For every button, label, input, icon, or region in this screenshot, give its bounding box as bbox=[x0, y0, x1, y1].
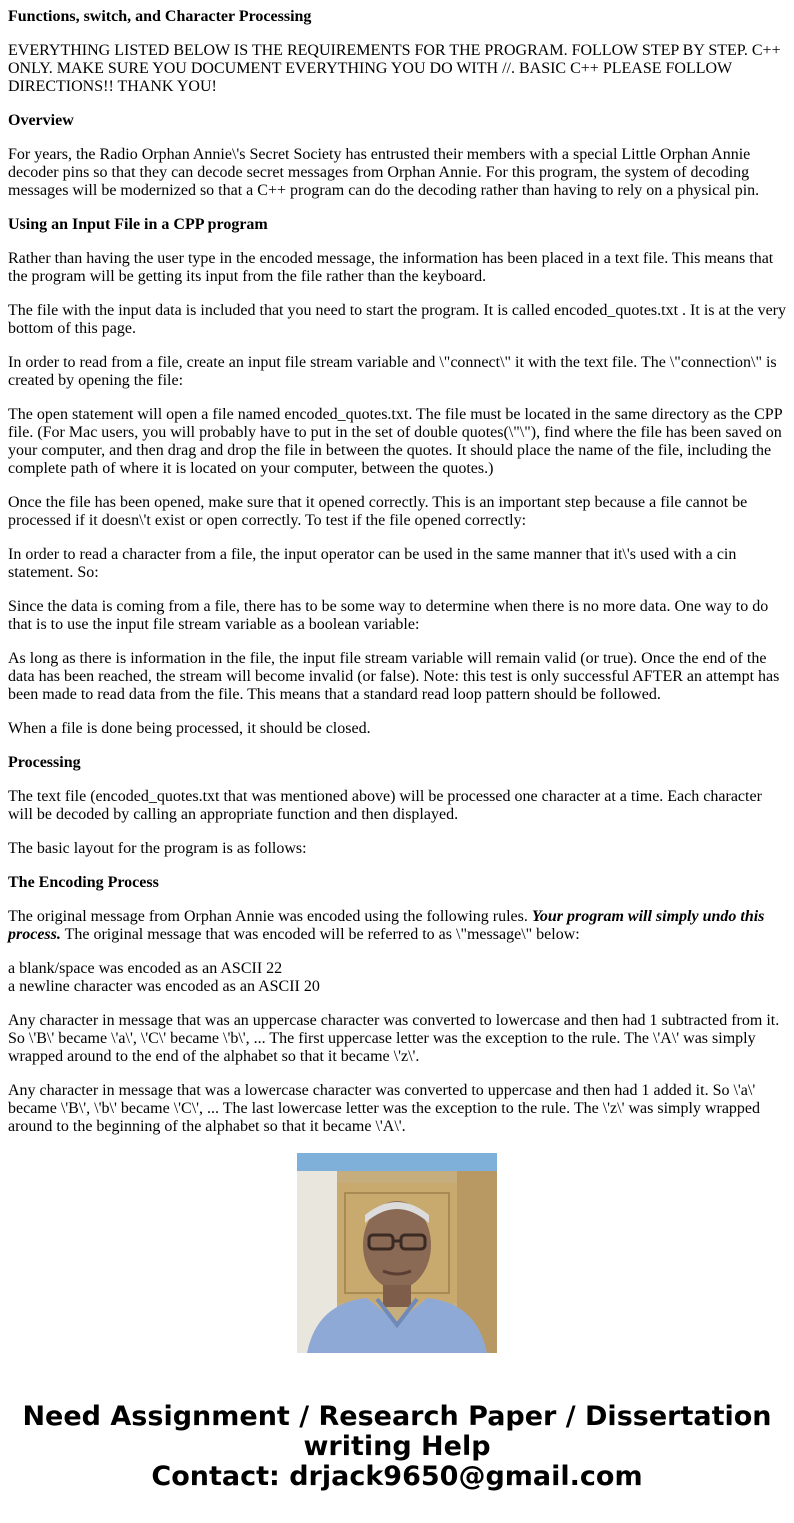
encoding-paragraph-4: Any character in message that was a lowercase character was converted to uppercase and then had 1 added it. So \'a\' became \'B\', \'b\' became \'C\', ... The last lowercase letter was the exception to the rule. The \'z\' was simply wrapped around to the beginning of the alphabet so that it became \'A\'. bbox=[8, 1082, 761, 1135]
avatar bbox=[297, 1153, 497, 1353]
input-paragraph-1: Rather than having the user type in the encoded message, the information has been placed in a text file. This means that the program will be getting its input from the file rather than the keyboard. bbox=[8, 250, 774, 285]
promo-contact: Contact: drjack9650@gmail.com bbox=[151, 1461, 643, 1492]
input-paragraph-6: In order to read a character from a file, the input operator can be used in the same manner that it\'s used with a cin statement. So: bbox=[8, 546, 737, 581]
processing-heading: Processing bbox=[8, 754, 81, 771]
encoding-heading: The Encoding Process bbox=[8, 874, 159, 891]
encoding-p1-emphasis: Your program will simply undo this process. bbox=[8, 908, 765, 943]
encoding-rule-space: a blank/space was encoded as an ASCII 22 bbox=[8, 960, 283, 977]
avatar-portrait-icon bbox=[297, 1153, 497, 1353]
input-paragraph-9: When a file is done being processed, it should be closed. bbox=[8, 720, 371, 737]
overview-heading: Overview bbox=[8, 112, 74, 129]
promo-line-2: writing Help bbox=[303, 1431, 491, 1462]
input-paragraph-4: The open statement will open a file named encoded_quotes.txt. The file must be located in the same directory as the CPP file. (For Mac users, you will probably have to put in the set of double quotes(\"\"), find where the file has been saved on your computer, and then drag and drop the file in between the quotes. It should place the name of the file, including the complete path of where it is located on your computer, between the quotes.) bbox=[8, 406, 783, 477]
encoding-p1-start: The original message from Orphan Annie was encoded using the following rules. bbox=[8, 908, 532, 925]
encoding-rule-newline: a newline character was encoded as an ASCII 20 bbox=[8, 978, 320, 995]
input-paragraph-3: In order to read from a file, create an input file stream variable and \"connect\" it with the text file. The \"connection\" is created by opening the file: bbox=[8, 354, 777, 389]
encoding-paragraph-3: Any character in message that was an uppercase character was converted to lowercase and then had 1 subtracted from it. So \'B\' became \'a\', \'C\' became \'b\', ... The first uppercase letter was the exception to the rule. The \'A\' was simply wrapped around to the end of the alphabet so that it became \'z\'. bbox=[8, 1012, 780, 1065]
processing-paragraph-2: The basic layout for the program is as follows: bbox=[8, 840, 307, 857]
promo-line-1: Need Assignment / Research Paper / Dissertation bbox=[22, 1401, 772, 1432]
input-file-heading: Using an Input File in a CPP program bbox=[8, 216, 268, 233]
input-paragraph-2: The file with the input data is included that you need to start the program. It is called encoded_quotes.txt . It is at the very bottom of this page. bbox=[8, 302, 787, 337]
input-paragraph-5: Once the file has been opened, make sure that it opened correctly. This is an important step because a file cannot be processed if it doesn\'t exist or open correctly. To test if the file opened correctly: bbox=[8, 494, 748, 529]
input-paragraph-7: Since the data is coming from a file, there has to be some way to determine when there is no more data. One way to do that is to use the input file stream variable as a boolean variable: bbox=[8, 598, 769, 633]
encoding-p1-end: The original message that was encoded will be referred to as \"message\" below: bbox=[60, 926, 580, 943]
article-content bbox=[8, 0, 787, 1135]
intro-paragraph: EVERYTHING LISTED BELOW IS THE REQUIREMENTS FOR THE PROGRAM. FOLLOW STEP BY STEP. C++ ONLY. MAKE SURE YOU DOCUMENT EVERYTHING YOU DO WITH //. BASIC C++ PLEASE FOLLOW DIRECTIONS!! THANK YOU! bbox=[8, 42, 781, 95]
encoding-paragraph-1 bbox=[8, 908, 786, 944]
promo-banner bbox=[0, 1402, 794, 1492]
input-paragraph-8: As long as there is information in the file, the input file stream variable will remain valid (or true). Once the end of the data has been reached, the stream will become invalid (or false). Note: this test is only successful AFTER an attempt has been made to read data from the file. This means that a standard read loop pattern should be followed. bbox=[8, 650, 780, 703]
processing-paragraph-1: The text file (encoded_quotes.txt that was mentioned above) will be processed one character at a time. Each character will be decoded by calling an appropriate function and then displayed. bbox=[8, 788, 762, 823]
overview-paragraph: For years, the Radio Orphan Annie\'s Secret Society has entrusted their members with a special Little Orphan Annie decoder pins so that they can decode secret messages from Orphan Annie. For this program, the system of decoding messages will be modernized so that a C++ program can do the decoding rather than having to rely on a physical pin. bbox=[8, 146, 760, 199]
encoding-rules bbox=[8, 960, 786, 996]
article-title: Functions, switch, and Character Processing bbox=[8, 8, 312, 25]
